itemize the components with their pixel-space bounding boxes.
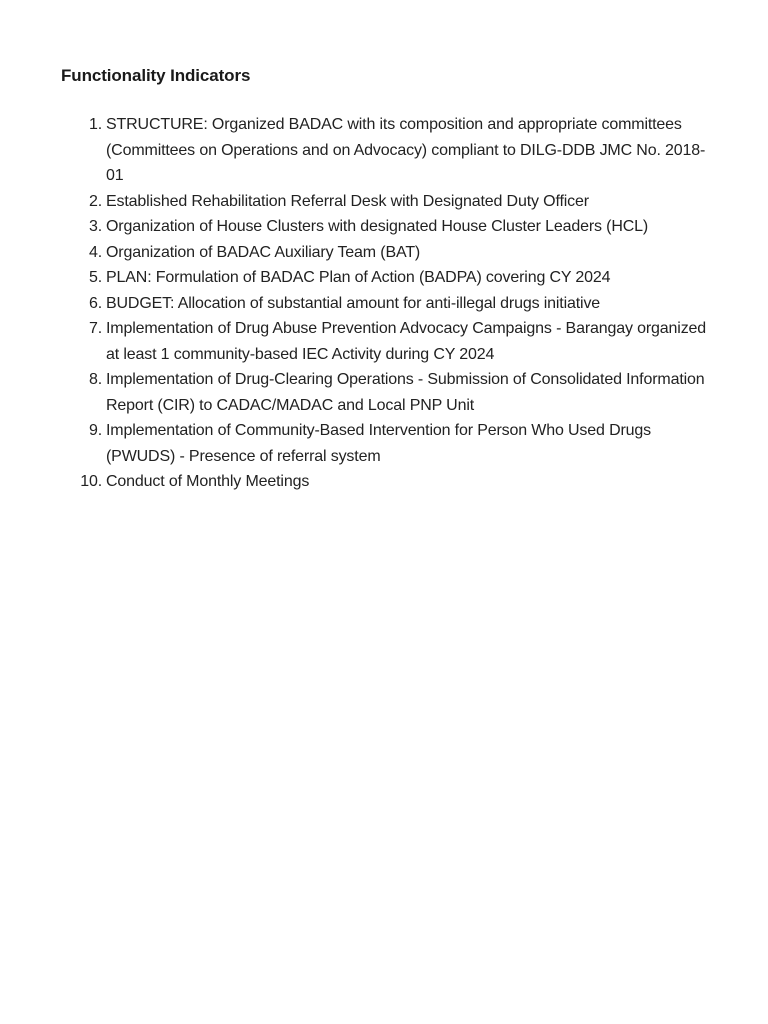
list-item	[0, 189, 740, 215]
section-heading: Functionality Indicators	[61, 66, 251, 85]
list-item	[0, 469, 740, 495]
item-text: Established Rehabilitation Referral Desk with Designated Duty Officer	[106, 192, 589, 210]
item-text: BUDGET: Allocation of substantial amount for anti-illegal drugs initiative	[106, 294, 601, 312]
list-item	[0, 240, 740, 266]
item-text: Implementation of Community-Based Intervention for Person Who Used Drugs (PWUDS) - Presence of referral system	[106, 422, 652, 465]
item-text: STRUCTURE: Organized BADAC with its composition and appropriate committees (Committees on Operations and on Advocacy) compliant to DILG-DDB JMC No. 2018-01	[106, 116, 706, 184]
item-number: 4.	[88, 243, 102, 261]
item-number: 5.	[88, 269, 102, 286]
item-text: Implementation of Drug-Clearing Operations - Submission of Consolidated Information Report (CIR) to CADAC/MADAC and Local PNP Unit	[106, 371, 705, 414]
item-number: 7.	[88, 320, 102, 337]
item-number: 2.	[88, 192, 102, 210]
item-number: 6.	[88, 294, 102, 312]
item-number: 8.	[88, 371, 102, 388]
item-number: 3.	[88, 218, 102, 235]
list-item	[0, 316, 740, 367]
item-text: Implementation of Drug Abuse Prevention Advocacy Campaigns - Barangay organized at least 1 community-based IEC Activity during CY 2024	[106, 320, 707, 363]
item-number: 9.	[88, 422, 102, 439]
item-number: 10.	[80, 473, 102, 490]
item-text: Conduct of Monthly Meetings	[106, 473, 310, 490]
list-item	[0, 265, 740, 291]
indicator-list	[0, 112, 740, 495]
list-item	[0, 367, 740, 418]
item-text: PLAN: Formulation of BADAC Plan of Action (BADPA) covering CY 2024	[106, 269, 611, 286]
item-text: Organization of House Clusters with designated House Cluster Leaders (HCL)	[106, 218, 649, 235]
list-item	[0, 112, 740, 189]
item-text: Organization of BADAC Auxiliary Team (BAT)	[106, 243, 421, 261]
list-item	[0, 418, 740, 469]
list-item	[0, 214, 740, 240]
item-number: 1.	[88, 116, 102, 133]
list-item	[0, 291, 740, 317]
